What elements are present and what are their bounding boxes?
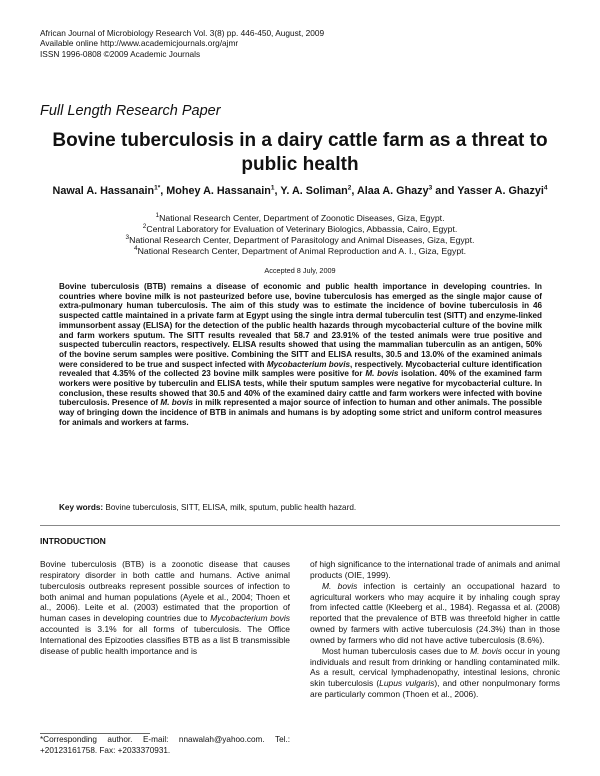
abstract-text: in milk represented a major source of infection to human and other animals. The possible way of bringing down the incidence of BTB in animals and humans is by adopting some strict and uniform control measures for animals and workers at farms. xyxy=(59,398,542,427)
abstract-italic: M. bovis xyxy=(365,369,399,379)
abstract-italic: Mycobacterium bovis xyxy=(266,359,350,369)
author-affiliation-marker: 1* xyxy=(154,184,161,192)
paragraph-italic: M. bovis xyxy=(470,645,502,656)
paragraph-text: ), and other nonpulmonary forms are particularly common (Thoen et al., 2006). xyxy=(310,678,560,700)
author-separator: , xyxy=(351,185,357,197)
paper-title: Bovine tuberculosis in a dairy cattle farm as a threat to public health xyxy=(52,130,548,175)
abstract-text: Bovine tuberculosis (BTB) remains a disease of economic and public health importance in developing countries. In countries where bovine milk is not pasteurized before use, bovine tuberculosis has emerged as the single major cause of extra-pulmonary human tuberculosis. The aim of this study was to estimate the incidence of bovine tuberculosis in 46 suspected cattle maintained in a private farm at Egypt using the single intra dermal tuberculin test (SITT) and enzyme-linked immunsorbent assay (ELISA) for the detection of the public health hazards through mycobacterial culture of the bovine milk and farm workers sputum. The SITT results revealed that 58.7 and 23.91% of the tested animals were true positive and suspected tuberculin reactors, respectively. ELISA results showed that using the mammalian tuberculin as an antigen, 50% of the bovine serum samples were positive. Combining the SITT and ELISA results, 30.5 and 13.0% of the examined animals were considered to be true and suspect infected with xyxy=(59,282,542,369)
paragraph-text: Most human tuberculosis cases due to xyxy=(322,645,471,656)
author-affiliation-marker: 2 xyxy=(347,184,352,192)
keywords-label: Key words: xyxy=(59,503,104,512)
paragraph-text: accounted is 3.1% for all forms of tuberculosis. The Office International des Epizooties classifies BTB as a list B transmissible disease of public health importance and is xyxy=(40,624,290,656)
journal-header xyxy=(40,28,324,59)
keywords-text: Bovine tuberculosis, SITT, ELISA, milk, sputum, public health hazard. xyxy=(103,503,357,512)
author-list xyxy=(40,185,560,199)
affiliation-text: National Research Center, Department of Zoonotic Diseases, Giza, Egypt. xyxy=(159,213,445,223)
abstract xyxy=(59,282,542,428)
affiliation xyxy=(40,246,560,257)
affiliation-marker: 1 xyxy=(155,212,160,220)
author-separator: and xyxy=(432,185,458,197)
affiliation-text: National Research Center, Department of Parasitology and Animal Diseases, Giza, Egypt. xyxy=(129,235,475,245)
affiliation xyxy=(40,235,560,246)
author-name: Alaa A. Ghazy xyxy=(356,185,429,197)
author-affiliation-marker: 1 xyxy=(270,184,275,192)
affiliation xyxy=(40,224,560,235)
affiliation xyxy=(40,213,560,224)
paragraph-text: Bovine tuberculosis (BTB) is a zoonotic disease that causes respiratory disorder in both cattle and humans. Active animal tuberculosis outbreaks represent possible sources of infection to both animal and human populations (Ayele et al., 2004; Thoen et al., 2006). Leite et al. (2003) estimated that the proportion of human cases in developing countries due to xyxy=(40,559,290,624)
author-affiliation-marker: 4 xyxy=(543,184,548,192)
section-heading: INTRODUCTION xyxy=(40,536,106,546)
accepted-date: Accepted 8 July, 2009 xyxy=(264,266,336,275)
author-separator: , xyxy=(274,185,281,197)
author-separator: , xyxy=(160,185,167,197)
left-column xyxy=(40,559,290,657)
intro-paragraph xyxy=(310,646,560,700)
paragraph-italic: M. bovis xyxy=(322,580,358,591)
affiliation-text: National Research Center, Department of Animal Reproduction and A. I., Giza, Egypt. xyxy=(137,246,466,256)
author-name: Nawal A. Hassanain xyxy=(52,185,155,197)
journal-citation: African Journal of Microbiology Research Vol. 3(8) pp. 446-450, August, 2009 xyxy=(40,28,325,38)
journal-url: Available online http://www.academicjournals.org/ajmr xyxy=(40,38,239,49)
keywords xyxy=(59,503,542,512)
affiliation-list xyxy=(40,213,560,257)
paragraph-text: occur in young individuals and result from drinking or handling contaminated milk. As a result, cervical lymphadenopathy, intestinal lesions, chronic skin tuberculosis ( xyxy=(310,645,560,689)
author-affiliation-marker: 3 xyxy=(428,184,433,192)
journal-issn: ISSN 1996-0808 ©2009 Academic Journals xyxy=(40,48,201,59)
author-name: Yasser A. Ghazyi xyxy=(457,185,544,197)
abstract-text: isolation. 40% of the examined farm workers were positive by tuberculin and ELISA tests, while their sputum samples were negative for mycobacterial culture. In conclusion, these results showed that 30.5 and 40% of the examined dairy cattle and farm workers were infected with bovine tuberculosis. Presence of xyxy=(59,369,542,408)
paragraph-text: infection is certainly an occupational hazard to agricultural workers who may acquire it by inhaling cough spray from infected cattle (Kleeberg et al., 1984). Regassa et al. (2008) reported that the prevalence of BTB was threefold higher in cattle owned by farmers with active tuberculosis (24.3%) than in those owned by farmers who did not have active tuberculosis (8.6%). xyxy=(310,580,560,645)
abstract-italic: M. bovis xyxy=(160,398,194,408)
abstract-text: , respectively. Mycobacterial culture identification revealed that 4.35% of the collected 23 bovine milk samples were positive for xyxy=(59,359,542,379)
affiliation-marker: 2 xyxy=(142,223,147,231)
affiliation-marker: 3 xyxy=(125,234,130,242)
right-column xyxy=(310,559,560,700)
intro-paragraph xyxy=(310,581,560,646)
corresponding-author-footnote: *Corresponding author. E-mail: nnawalah@yahoo.com. Tel.: +20123161758. Fax: +2033370931. xyxy=(40,735,290,755)
intro-paragraph: of high significance to the international trade of animals and animal products (OIE, 1999). xyxy=(310,559,560,580)
paragraph-italic: Mycobacterium bovis xyxy=(210,613,290,624)
paper-type: Full Length Research Paper xyxy=(40,103,221,119)
paragraph-italic: Lupus vulgaris xyxy=(379,678,435,689)
section-divider xyxy=(40,525,560,526)
affiliation-marker: 4 xyxy=(134,245,138,253)
affiliation-text: Central Laboratory for Evaluation of Veterinary Biologics, Abbassia, Cairo, Egypt. xyxy=(146,224,458,234)
author-name: Y. A. Soliman xyxy=(280,185,348,197)
intro-paragraph xyxy=(40,559,290,657)
author-name: Mohey A. Hassanain xyxy=(166,185,271,197)
footnote-divider xyxy=(40,733,150,734)
